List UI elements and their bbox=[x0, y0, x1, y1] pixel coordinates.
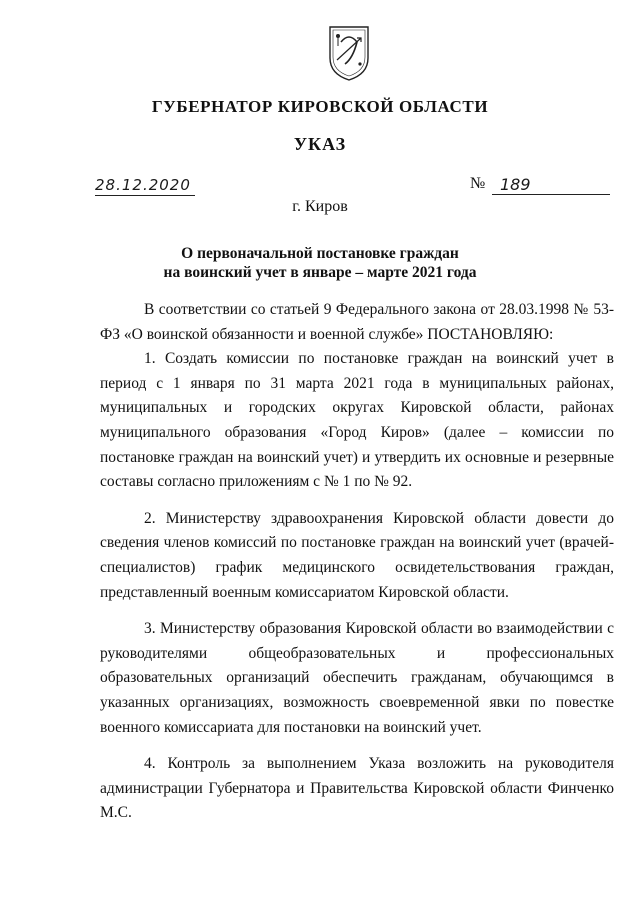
document-type: УКАЗ bbox=[293, 134, 347, 154]
document-body bbox=[100, 298, 614, 838]
issue-city: г. Киров bbox=[292, 198, 348, 215]
item-2-paragraph: 2. Министерству здравоохранения Кировской области довести до сведения членов комиссий по постановке граждан на воинский учет (врачей-специалистов) график медицинского освидетельствования граждан, представленный военным комиссариатом Кировской области. bbox=[100, 509, 614, 601]
item-3-paragraph: 3. Министерству образования Кировской области во взаимодействии с руководителями общеобразовательных и профессиональных образовательных организаций обеспечить гражданам, обучающимся в указанных организациях, возможность своевременной явки по повестке военного комиссариата для постановки на воинский учет. bbox=[100, 620, 614, 736]
handwritten-number: 189 bbox=[500, 175, 531, 194]
item-1-paragraph: 1. Создать комиссии по постановке граждан на воинский учет в период с 1 января по 31 марта 2021 года в муниципальных районах, муниципальных и городских округах Кировской области, районах муниципального образования «Город Киров» (далее – комиссии по постановке граждан на воинский учет) и утвердить их основные и резервные составы согласно приложениям с № 1 по № 92. bbox=[100, 350, 614, 491]
subject-line-1: О первоначальной постановке граждан bbox=[181, 245, 459, 262]
coat-of-arms-icon bbox=[327, 24, 371, 82]
number-sign: № bbox=[470, 175, 486, 192]
handwritten-date: 28.12.2020 bbox=[95, 176, 191, 194]
preamble-paragraph: В соответствии со статьей 9 Федерального закона от 28.03.1998 № 53-ФЗ «О воинской обязанности и военной службе» ПОСТАНОВЛЯЮ: bbox=[100, 301, 614, 343]
number-underline bbox=[492, 194, 610, 195]
document-date bbox=[95, 173, 195, 196]
item-4-paragraph: 4. Контроль за выполнением Указа возложить на руководителя администрации Губернатора и Правительства Кировской области Финченко М.С. bbox=[100, 755, 614, 822]
document-number bbox=[470, 173, 610, 195]
document-subject bbox=[0, 244, 640, 282]
subject-line-2: на воинский учет в январе – марте 2021 года bbox=[163, 264, 477, 281]
issuer-title: ГУБЕРНАТОР КИРОВСКОЙ ОБЛАСТИ bbox=[151, 97, 489, 116]
